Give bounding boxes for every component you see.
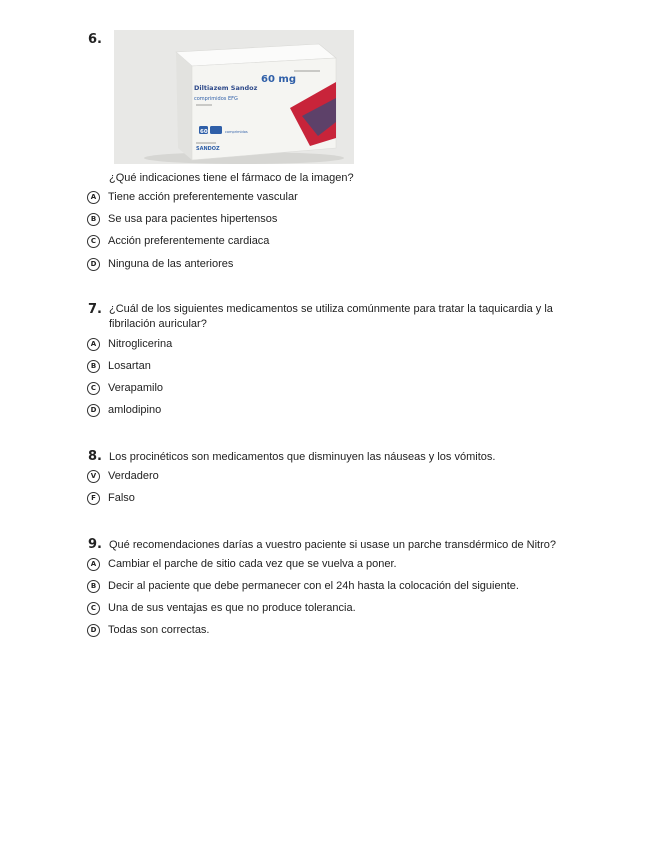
question-6-text: ¿Qué indicaciones tiene el fármaco de la imagen? (109, 172, 354, 184)
question-7-text-line2: fibrilación auricular? (109, 318, 207, 330)
question-6-option-a[interactable] (87, 189, 298, 205)
question-6-number: 6. (88, 32, 102, 47)
option-label: Se usa para pacientes hipertensos (108, 213, 278, 225)
question-9-text: Qué recomendaciones darías a vuestro paciente si usase un parche transdérmico de Nitro? (109, 539, 556, 551)
option-bubble[interactable]: A (87, 558, 100, 571)
option-bubble[interactable]: B (87, 580, 100, 593)
question-7-option-c[interactable] (87, 380, 163, 396)
question-9-number: 9. (88, 537, 102, 552)
question-7-text-line1: ¿Cuál de los siguientes medicamentos se utiliza comúnmente para tratar la taquicardia y la (109, 303, 553, 315)
option-bubble[interactable]: D (87, 404, 100, 417)
question-9-option-c[interactable] (87, 600, 356, 616)
box-dose-text: 60 mg (261, 74, 296, 85)
question-6-option-d[interactable] (87, 256, 233, 272)
question-6-option-b[interactable] (87, 211, 277, 227)
option-label: amlodipino (108, 404, 162, 416)
option-label: Decir al paciente que debe permanecer con el 24h hasta la colocación del siguiente. (108, 580, 519, 592)
option-label: Verapamilo (108, 382, 164, 394)
question-6-option-c[interactable] (87, 233, 269, 249)
option-label: Nitroglicerina (108, 338, 173, 350)
question-7-option-d[interactable] (87, 402, 161, 418)
question-7-number: 7. (88, 302, 102, 317)
option-bubble[interactable]: D (87, 258, 100, 271)
box-maker-text: SANDOZ (196, 146, 220, 152)
box-count-label: comprimidos (225, 130, 248, 134)
option-bubble[interactable]: A (87, 191, 100, 204)
option-label: Losartan (108, 360, 151, 372)
question-9-option-b[interactable] (87, 578, 519, 594)
option-bubble[interactable]: V (87, 470, 100, 483)
option-label: Falso (108, 492, 135, 504)
box-form-text: comprimidos EFG (194, 96, 238, 102)
option-label: Verdadero (108, 470, 159, 482)
option-bubble[interactable]: C (87, 602, 100, 615)
question-8-option-v[interactable] (87, 468, 159, 484)
question-9-option-a[interactable] (87, 556, 397, 572)
question-8-number: 8. (88, 449, 102, 464)
question-8-text: Los procinéticos son medicamentos que disminuyen las náuseas y los vómitos. (109, 451, 496, 463)
option-label: Acción preferentemente cardiaca (108, 235, 270, 247)
drug-box-image (114, 30, 354, 164)
box-brand-text: Diltiazem Sandoz (194, 84, 258, 92)
option-label: Tiene acción preferentemente vascular (108, 191, 298, 203)
option-bubble[interactable]: C (87, 382, 100, 395)
option-label: Todas son correctas. (108, 624, 210, 636)
option-bubble[interactable]: F (87, 492, 100, 505)
question-9-option-d[interactable] (87, 622, 210, 638)
option-label: Una de sus ventajas es que no produce tolerancia. (108, 602, 356, 614)
option-bubble[interactable]: B (87, 213, 100, 226)
question-8-option-f[interactable] (87, 490, 135, 506)
option-bubble[interactable]: A (87, 338, 100, 351)
option-bubble[interactable]: C (87, 235, 100, 248)
question-7-option-b[interactable] (87, 358, 151, 374)
option-bubble[interactable]: D (87, 624, 100, 637)
option-label: Ninguna de las anteriores (108, 258, 234, 270)
box-count-text: 60 (200, 129, 208, 135)
question-7-option-a[interactable] (87, 336, 172, 352)
option-label: Cambiar el parche de sitio cada vez que se vuelva a poner. (108, 558, 397, 570)
option-bubble[interactable]: B (87, 360, 100, 373)
